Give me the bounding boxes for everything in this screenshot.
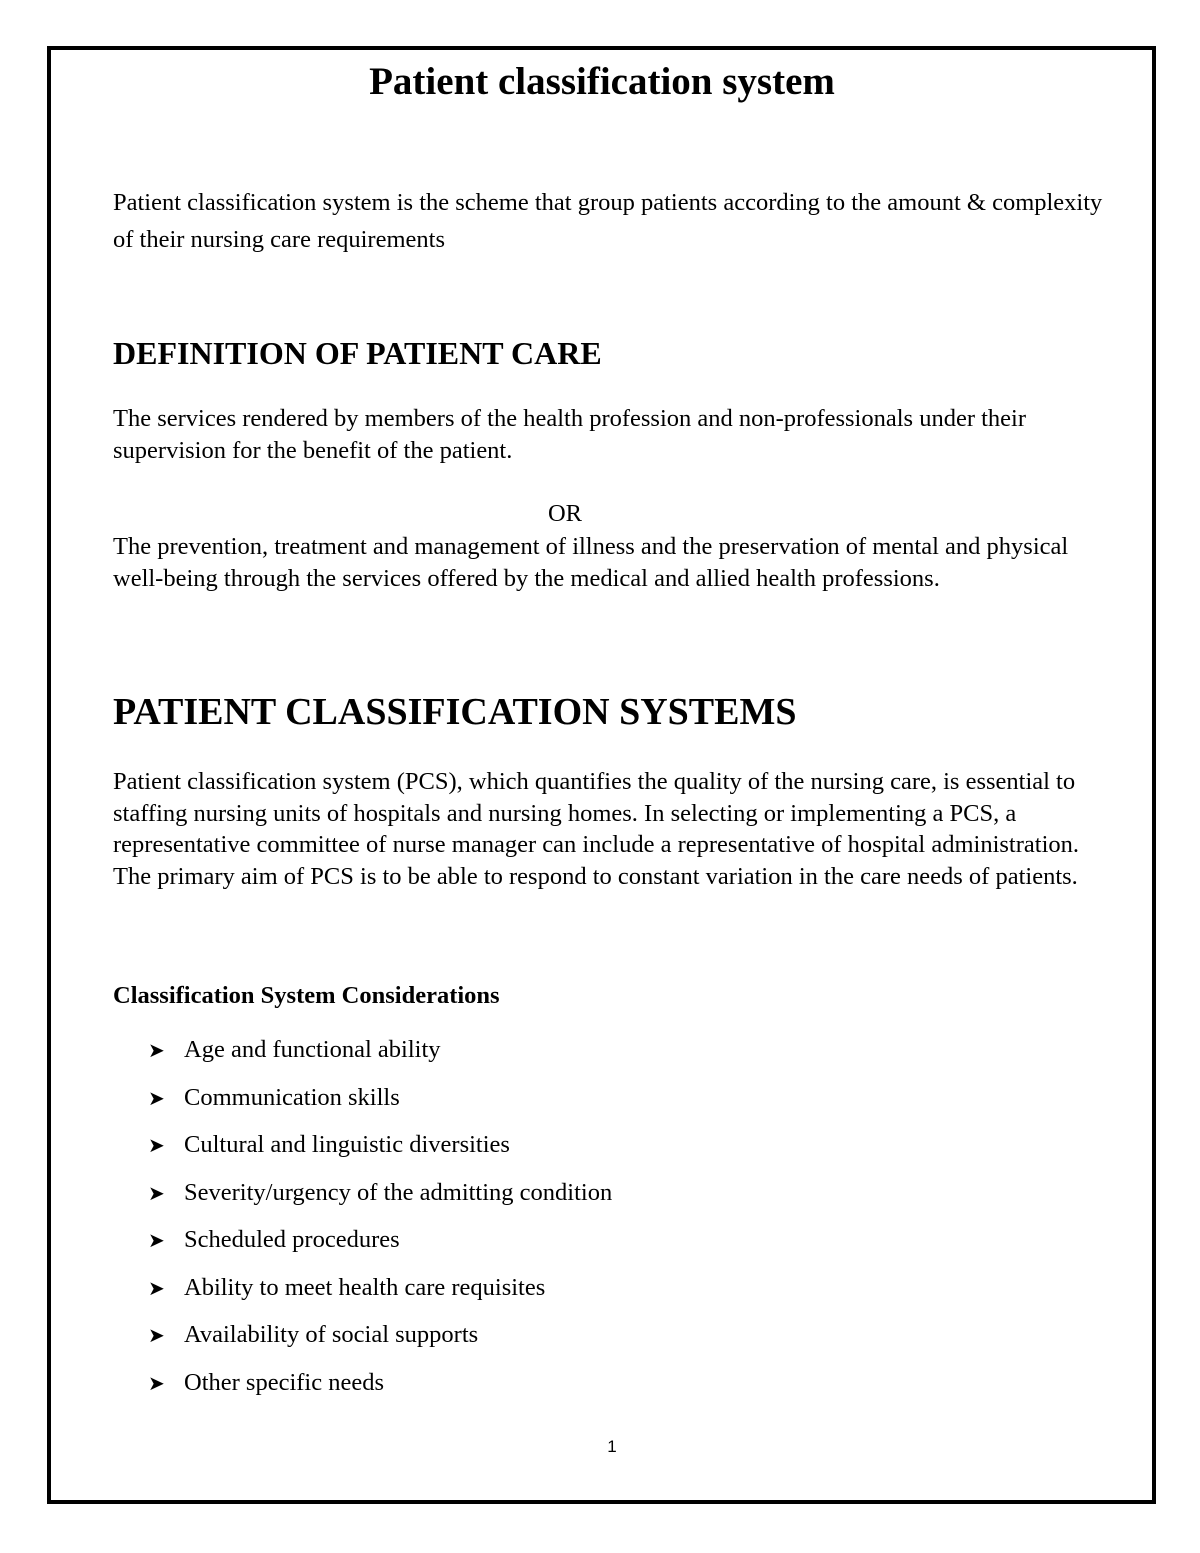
list-item-text: Availability of social supports bbox=[184, 1321, 479, 1348]
list-item bbox=[148, 1082, 612, 1130]
intro-paragraph: Patient classification system is the scheme that group patients according to the amount & complexity of their nursing care requirements bbox=[113, 189, 1103, 253]
list-item-text: Ability to meet health care requisites bbox=[184, 1273, 546, 1301]
list-item-text: Cultural and linguistic diversities bbox=[184, 1131, 510, 1158]
considerations-heading: Classification System Considerations bbox=[113, 982, 500, 1009]
list-item bbox=[148, 1367, 612, 1415]
arrowhead-bullet-icon: ➤ bbox=[148, 1275, 165, 1300]
arrowhead-bullet-icon: ➤ bbox=[148, 1370, 165, 1395]
document-title: Patient classification system bbox=[369, 60, 835, 103]
arrowhead-bullet-icon: ➤ bbox=[148, 1038, 165, 1062]
definition-paragraph-2: The prevention, treatment and management of illness and the preservation of mental and physical well-being through the services offered by the medical and allied health professions. bbox=[113, 533, 1069, 592]
list-item bbox=[148, 1129, 612, 1177]
list-item bbox=[148, 1177, 612, 1225]
arrowhead-bullet-icon: ➤ bbox=[148, 1180, 165, 1205]
page-number: 1 bbox=[607, 1437, 617, 1456]
list-item bbox=[148, 1224, 612, 1272]
list-item-text: Communication skills bbox=[184, 1083, 400, 1111]
list-item bbox=[148, 1034, 612, 1082]
considerations-list bbox=[148, 1034, 612, 1414]
list-item bbox=[148, 1272, 612, 1320]
arrowhead-bullet-icon: ➤ bbox=[148, 1133, 165, 1157]
arrowhead-bullet-icon: ➤ bbox=[148, 1085, 165, 1110]
definition-heading: DEFINITION OF PATIENT CARE bbox=[113, 335, 602, 371]
list-item-text: Severity/urgency of the admitting condition bbox=[184, 1178, 613, 1206]
arrowhead-bullet-icon: ➤ bbox=[148, 1228, 165, 1252]
list-item bbox=[148, 1319, 612, 1367]
pcs-paragraph: Patient classification system (PCS), which quantifies the quality of the nursing care, is essential to staffing nursing units of hospitals and nursing homes. In selecting or implementing a PCS, a representative committee of nurse manager can include a representative of hospital administration. The primary aim of PCS is to be able to respond to constant variation in the care needs of patients. bbox=[113, 768, 1080, 890]
list-item-text: Scheduled procedures bbox=[184, 1226, 400, 1253]
list-item-text: Age and functional ability bbox=[184, 1036, 441, 1063]
pcs-heading: PATIENT CLASSIFICATION SYSTEMS bbox=[113, 691, 797, 733]
arrowhead-bullet-icon: ➤ bbox=[148, 1323, 165, 1347]
definition-paragraph-1: The services rendered by members of the health profession and non-professionals under their supervision for the benefit of the patient. bbox=[113, 405, 1027, 464]
list-item-text: Other specific needs bbox=[184, 1368, 384, 1396]
or-separator: OR bbox=[547, 500, 583, 527]
